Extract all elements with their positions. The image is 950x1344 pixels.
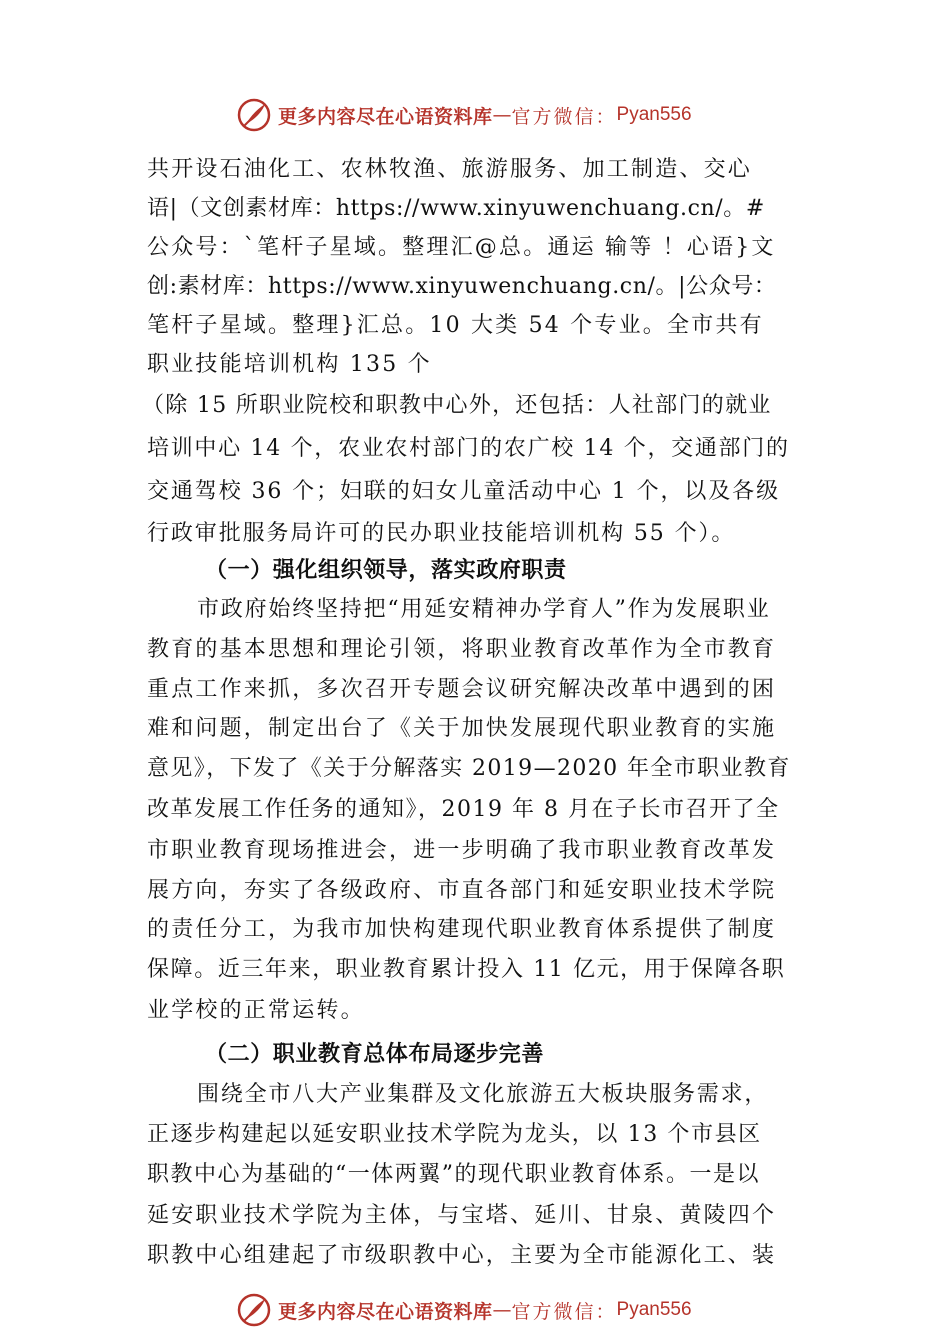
paragraph-line: 意见》，下发了《关于分解落实 2019—2020 年全市职业教育 bbox=[147, 756, 791, 781]
paragraph-line: 市职业教育现场推进会，进一步明确了我市职业教育改革发 bbox=[147, 838, 777, 863]
quill-logo-icon bbox=[236, 1292, 272, 1328]
paragraph-line: 共开设石油化工、农林牧渔、旅游服务、加工制造、交心 bbox=[147, 157, 753, 182]
banner-wechat-label: 官方微信： bbox=[511, 105, 617, 128]
banner-brand-text: 更多内容尽在心语资料库 bbox=[278, 1300, 493, 1323]
paragraph-line: 职教中心组建起了市级职教中心，主要为全市能源化工、装 bbox=[147, 1243, 777, 1268]
banner-wechat-id: Pyan556 bbox=[616, 104, 692, 125]
paragraph-line: 业学校的正常运转。 bbox=[147, 998, 365, 1023]
paragraph-line: 重点工作来抓，多次召开专题会议研究解决改革中遇到的困 bbox=[147, 677, 777, 702]
quill-logo-icon bbox=[236, 97, 272, 133]
banner-brand-text: 更多内容尽在心语资料库 bbox=[278, 105, 493, 128]
paragraph-line: 职教中心为基础的“一体两翼”的现代职业教育体系。一是以 bbox=[147, 1162, 760, 1187]
header-banner bbox=[236, 95, 692, 135]
section-heading-1: （一）强化组织领导，落实政府职责 bbox=[205, 558, 567, 583]
paragraph-line: 语|（文创素材库：https://www.xinyuwenchuang.cn/。# bbox=[147, 196, 765, 221]
paragraph-line: 行政审批服务局许可的民办职业技能培训机构 55 个）。 bbox=[147, 521, 736, 546]
banner-separator: — bbox=[492, 1299, 512, 1321]
paragraph-line: 笔杆子星域。整理}汇总。10 大类 54 个专业。全市共有 bbox=[147, 313, 764, 338]
banner-wechat-label: 官方微信： bbox=[511, 1300, 617, 1323]
paragraph-line: 改革发展工作任务的通知》，2019 年 8 月在子长市召开了全 bbox=[147, 797, 780, 822]
paragraph-line: 培训中心 14 个，农业农村部门的农广校 14 个，交通部门的 bbox=[147, 436, 790, 461]
footer-banner bbox=[236, 1290, 692, 1330]
paragraph-line: 公众号：`笔杆子星域。整理汇@总。通运 输等 ！心语}文 bbox=[147, 235, 776, 260]
paragraph-line: 的责任分工，为我市加快构建现代职业教育体系提供了制度 bbox=[147, 917, 777, 942]
paragraph-line: 交通驾校 36 个；妇联的妇女儿童活动中心 1 个，以及各级 bbox=[147, 479, 780, 504]
paragraph-line: 展方向，夯实了各级政府、市直各部门和延安职业技术学院 bbox=[147, 878, 777, 903]
paragraph-line: （除 15 所职业院校和职教中心外，还包括：人社部门的就业 bbox=[142, 393, 772, 418]
paragraph-line: 保障。近三年来，职业教育累计投入 11 亿元，用于保障各职 bbox=[147, 957, 786, 982]
paragraph-line: 延安职业技术学院为主体，与宝塔、延川、甘泉、黄陵四个 bbox=[147, 1203, 777, 1228]
banner-wechat-id: Pyan556 bbox=[616, 1299, 692, 1320]
paragraph-line: 难和问题，制定出台了《关于加快发展现代职业教育的实施 bbox=[147, 716, 777, 741]
paragraph-line: 围绕全市八大产业集群及文化旅游五大板块服务需求， bbox=[197, 1082, 769, 1107]
banner-separator: — bbox=[492, 104, 512, 126]
paragraph-line: 市政府始终坚持把“用延安精神办学育人”作为发展职业 bbox=[197, 597, 771, 622]
paragraph-line: 创:素材库：https://www.xinyuwenchuang.cn/。|公众号： bbox=[147, 274, 777, 299]
paragraph-line: 职业技能培训机构 135 个 bbox=[147, 352, 432, 377]
section-heading-2: （二）职业教育总体布局逐步完善 bbox=[205, 1042, 545, 1067]
paragraph-line: 教育的基本思想和理论引领，将职业教育改革作为全市教育 bbox=[147, 637, 777, 662]
paragraph-line: 正逐步构建起以延安职业技术学院为龙头，以 13 个市县区 bbox=[147, 1122, 762, 1147]
